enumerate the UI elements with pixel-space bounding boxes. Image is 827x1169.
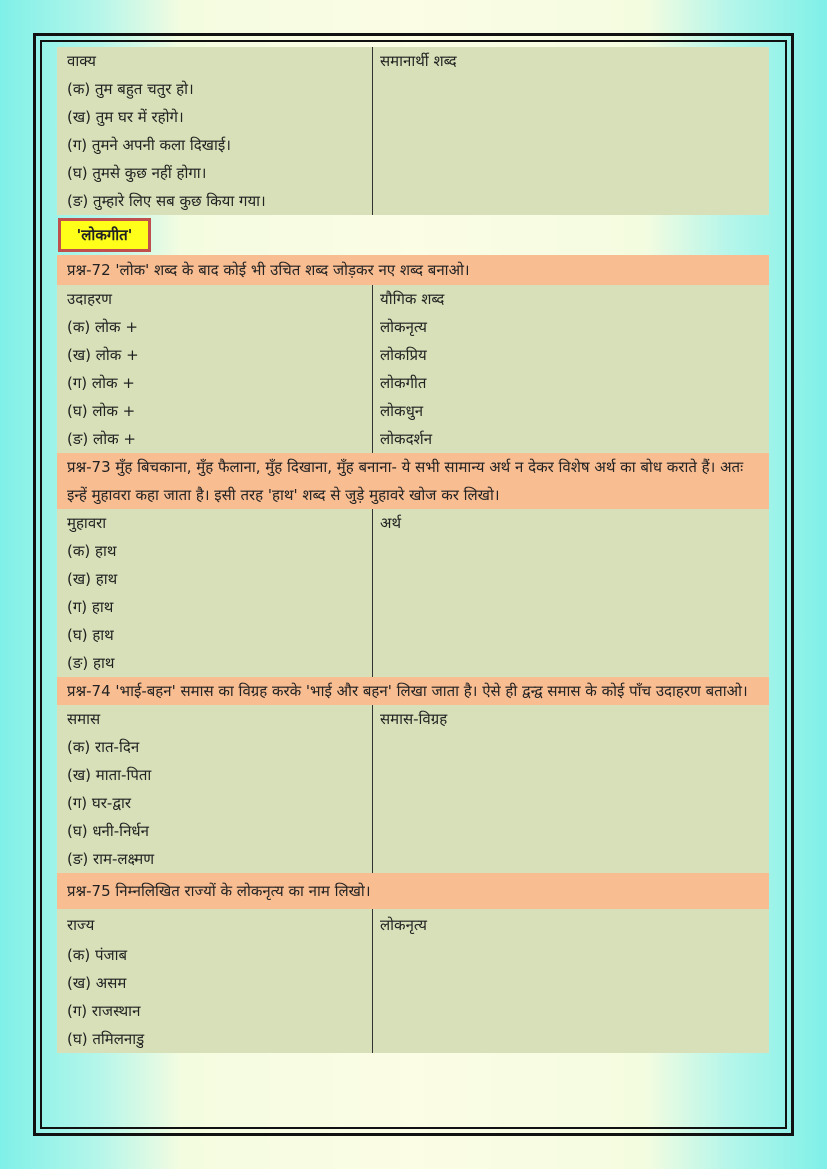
section-heading	[57, 215, 769, 255]
table-row	[57, 313, 769, 341]
column-header: समास-विग्रह	[380, 710, 448, 728]
column-divider	[372, 285, 373, 453]
idiom-table	[57, 509, 769, 677]
compound-table	[57, 705, 769, 873]
table-cell: (क) पंजाब	[67, 946, 128, 964]
table-cell: (ख) असम	[67, 974, 127, 992]
column-header: उदाहरण	[67, 290, 113, 308]
column-header: वाक्य	[67, 52, 96, 70]
table-row	[57, 969, 769, 997]
question-73: प्रश्न-73 मुँह बिचकाना, मुँह फैलाना, मुँह दिखाना, मुँह बनाना- ये सभी सामान्य अर्थ न देकर विशेष अर्थ का बोध कराते हैं। अतः इन्हें मुहावरा कहा जाता है। इसी तरह 'हाथ' शब्द से जुड़े मुहावरे खोज कर लिखो।	[57, 453, 769, 509]
table-row	[57, 187, 769, 215]
table-cell: (क) हाथ	[67, 542, 117, 560]
column-divider	[372, 705, 373, 873]
table-header-row	[57, 285, 769, 313]
table-cell: (ग) लोक +	[67, 374, 135, 392]
table-row	[57, 733, 769, 761]
table-row	[57, 537, 769, 565]
table-row	[57, 75, 769, 103]
table-row	[57, 369, 769, 397]
table-cell: लोकधुन	[380, 402, 424, 420]
table-cell: लोकगीत	[380, 374, 427, 392]
table-cell: लोकनृत्य	[380, 318, 427, 336]
table-cell: लोकदर्शन	[380, 430, 433, 448]
table-row	[57, 997, 769, 1025]
table-row	[57, 425, 769, 453]
table-row	[57, 621, 769, 649]
table-cell: (ख) माता-पिता	[67, 766, 152, 784]
column-header: अर्थ	[380, 514, 402, 532]
table-cell: (ख) तुम घर में रहोगे।	[67, 108, 184, 126]
table-header-row	[57, 509, 769, 537]
table-cell: (ग) घर-द्वार	[67, 794, 131, 812]
table-row	[57, 103, 769, 131]
worksheet-content	[57, 47, 769, 1053]
question-72: प्रश्न-72 'लोक' शब्द के बाद कोई भी उचित शब्द जोड़कर नए शब्द बनाओ।	[57, 255, 769, 285]
column-header: लोकनृत्य	[380, 916, 427, 934]
column-divider	[372, 909, 373, 1053]
table-row	[57, 789, 769, 817]
column-header: राज्य	[67, 916, 95, 934]
table-header-row	[57, 909, 769, 941]
table-cell: (क) रात-दिन	[67, 738, 140, 756]
table-row	[57, 131, 769, 159]
table-cell: (ङ) तुम्हारे लिए सब कुछ किया गया।	[67, 192, 266, 210]
table-header-row	[57, 705, 769, 733]
table-cell: (घ) तमिलनाडु	[67, 1030, 145, 1048]
column-header: समास	[67, 710, 101, 728]
table-cell: (ङ) लोक +	[67, 430, 136, 448]
table-cell: (ग) राजस्थान	[67, 1002, 141, 1020]
table-row	[57, 1025, 769, 1053]
column-header: समानार्थी शब्द	[380, 52, 457, 70]
folk-dance-table	[57, 909, 769, 1053]
table-cell: (ङ) हाथ	[67, 654, 115, 672]
synonym-table	[57, 47, 769, 215]
column-divider	[372, 47, 373, 215]
table-row	[57, 845, 769, 873]
table-header-row	[57, 47, 769, 75]
table-cell: लोकप्रिय	[380, 346, 427, 364]
table-cell: (घ) धनी-निर्धन	[67, 822, 149, 840]
table-row	[57, 341, 769, 369]
table-cell: (ङ) राम-लक्ष्मण	[67, 850, 155, 868]
table-cell: (क) लोक +	[67, 318, 138, 336]
table-cell: (ख) हाथ	[67, 570, 118, 588]
table-cell: (घ) तुमसे कुछ नहीं होगा।	[67, 164, 207, 182]
question-75: प्रश्न-75 निम्नलिखित राज्यों के लोकनृत्य का नाम लिखो।	[57, 873, 769, 909]
table-row	[57, 159, 769, 187]
table-row	[57, 941, 769, 969]
table-cell: (घ) लोक +	[67, 402, 136, 420]
table-cell: (ग) हाथ	[67, 598, 114, 616]
column-header: यौगिक शब्द	[380, 290, 445, 308]
table-row	[57, 593, 769, 621]
table-row	[57, 761, 769, 789]
column-divider	[372, 509, 373, 677]
table-cell: (क) तुम बहुत चतुर हो।	[67, 80, 194, 98]
table-row	[57, 817, 769, 845]
table-row	[57, 397, 769, 425]
table-cell: (घ) हाथ	[67, 626, 114, 644]
compound-word-table	[57, 285, 769, 453]
table-row	[57, 649, 769, 677]
table-cell: (ग) तुमने अपनी कला दिखाई।	[67, 136, 231, 154]
question-74: प्रश्न-74 'भाई-बहन' समास का विग्रह करके 'भाई और बहन' लिखा जाता है। ऐसे ही द्वन्द्व समास के कोई पाँच उदाहरण बताओ।	[57, 677, 769, 705]
column-header: मुहावरा	[67, 514, 107, 532]
table-cell: (ख) लोक +	[67, 346, 139, 364]
section-title: 'लोकगीत'	[58, 218, 151, 252]
table-row	[57, 565, 769, 593]
